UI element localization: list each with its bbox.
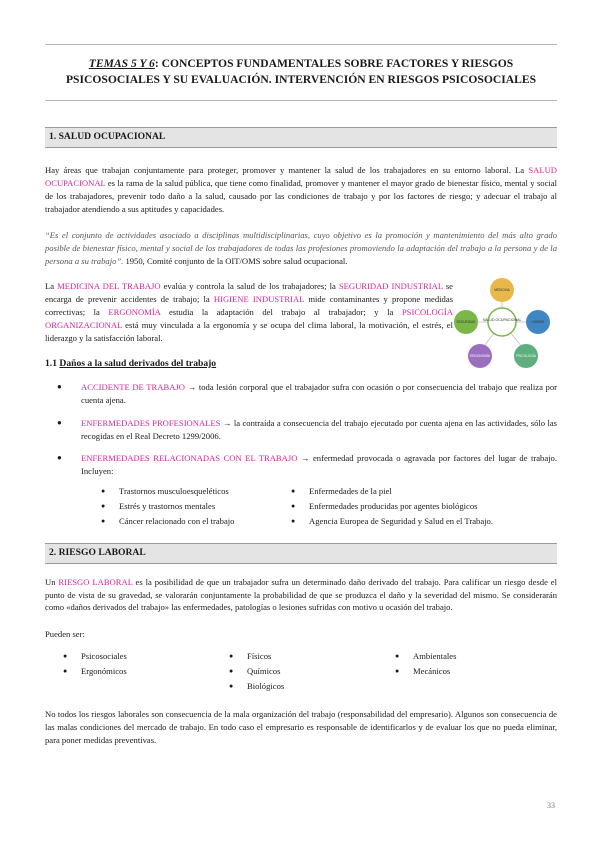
highlight-salud-ocupacional: SALUD OCUPACIONAL xyxy=(45,164,557,188)
quote-source: 1950, Comité conjunto de la OIT/OMS sobre salud ocupacional. xyxy=(123,256,348,267)
text-fragment: se encarga de prevenir accidentes de trabajo; la xyxy=(45,281,453,304)
risk-types-columns xyxy=(45,649,557,694)
subsection-number: 1.1 xyxy=(45,357,60,369)
list-item-relacionadas xyxy=(81,452,557,478)
term: ACCIDENTE DE TRABAJO xyxy=(81,381,185,392)
section-heading-salud: 1. SALUD OCUPACIONAL xyxy=(45,127,557,147)
diagram-label-bottom-left: ERGONOMÍA xyxy=(470,354,490,358)
list-item: ● Cáncer relacionado con el trabajo xyxy=(97,514,287,529)
text-fragment: está muy vinculada a la ergonomía y se ocupa del clima laboral, la motivación, el estrés, el liderazgo y la satisfacción laboral. xyxy=(45,319,453,343)
includes-left xyxy=(97,484,287,529)
section-heading-riesgo: 2. RIESGO LABORAL xyxy=(45,543,557,563)
text-fragment: es la posibilidad de que un trabajador sufra un determinado daño derivado del trabajo. Para calificar un riesgo desde el punto de vista de su gravedad, se valorarán conjuntamente la probabilidad de que se produzca el daño y la severidad del mismo. Se considerarán como «daños derivados del trabajo» las enfermedades, patologías o lesiones sufridas con motivo u ocasión del trabajo. xyxy=(45,576,558,613)
list-item: ● Trastornos musculoesqueléticos xyxy=(97,484,287,499)
highlight-psicologia: PSICOLOGÍA ORGANIZACIONAL xyxy=(45,306,453,330)
title-lead: TEMAS 5 Y 6 xyxy=(88,57,155,70)
list-item: ● Agencia Europea de Seguridad y Salud en el Trabajo. xyxy=(287,514,557,529)
arrow: → xyxy=(220,417,234,428)
subsection-title: Daños a la salud derivados del trabajo xyxy=(59,357,217,369)
list-item: ● Físicos xyxy=(225,649,391,664)
list-item: ● Estrés y trastornos mentales xyxy=(97,499,287,514)
text-fragment: evalúa y controla la salud de los trabajadores; la xyxy=(160,281,339,292)
title-rule xyxy=(45,100,557,101)
includes-columns xyxy=(45,484,557,529)
definition: enfermedad provocada o agravada por factores del lugar de trabajo. Incluyen: xyxy=(81,453,557,477)
highlight-riesgo-laboral: RIESGO LABORAL xyxy=(58,576,133,587)
risk-col-3 xyxy=(391,649,557,694)
highlight-medicina: MEDICINA DEL TRABAJO xyxy=(57,281,161,292)
risk-col-1 xyxy=(59,649,225,694)
paragraph-salud-intro xyxy=(45,164,557,216)
diagram-label-right: HIGIENE xyxy=(531,320,545,324)
text-fragment: mide contaminantes y propone medidas correctivas; la xyxy=(45,293,453,317)
definition: la contraída a consecuencia del trabajo ejecutado por cuenta ajena en las actividades, sólo las recogidas en el Real Decreto 1299/2006. xyxy=(81,417,558,441)
diagram-center-label: SALUD OCUPACIONAL xyxy=(482,318,522,322)
term: ENFERMEDADES RELACIONADAS CON EL TRABAJO xyxy=(81,453,298,464)
list-item: ● Enfermedades producidas por agentes biológicos xyxy=(287,499,557,514)
pueden-ser-label: Pueden ser: xyxy=(45,629,85,640)
list-item-profesionales xyxy=(81,417,557,443)
diagram-label-top: MEDICINA xyxy=(494,288,510,292)
damage-list xyxy=(45,381,557,478)
list-item: ● Enfermedades de la piel xyxy=(287,484,557,499)
highlight-seguridad: SEGURIDAD INDUSTRIAL xyxy=(338,281,443,292)
list-item: ● Químicos xyxy=(225,664,391,679)
text-fragment: La xyxy=(45,281,58,292)
list-item: ● Ergonómicos xyxy=(59,664,225,679)
list-item: ● Psicosociales xyxy=(59,649,225,664)
paragraph-disciplines xyxy=(45,280,453,344)
paragraph-riesgo xyxy=(45,576,557,615)
risk-col-2 xyxy=(225,649,391,694)
list-item: ● Mecánicos xyxy=(391,664,557,679)
definition: toda lesión corporal que el trabajador sufra con ocasión o por consecuencia del trabajo que realiza por cuenta ajena. xyxy=(81,381,557,405)
text-fragment: estudia la adaptación del trabajo al trabajador; y la xyxy=(160,306,402,317)
highlight-ergonomia: ERGONOMÍA xyxy=(108,306,161,317)
document-title xyxy=(45,45,557,100)
quote-text: “Es el conjunto de actividades asociado a disciplinas multidisciplinarias, cuyo objetivo es la promoción y mantenimiento del más alto grado posible de bienestar físico, mental y social de los trabajadores de todas las profesiones promoviendo la adaptación del trabajo a la persona y de la persona a su trabajo”. xyxy=(45,230,557,267)
text-fragment: Un xyxy=(45,576,59,587)
list-item: ● Biológicos xyxy=(225,679,391,694)
text-fragment: Hay áreas que trabajan conjuntamente para proteger, promover y mantener la salud de los trabajadores en su entorno laboral. La xyxy=(45,164,529,175)
diagram-label-left: SEGURIDAD xyxy=(456,320,476,324)
arrow: → xyxy=(297,453,313,464)
title-rest: : CONCEPTOS FUNDAMENTALES SOBRE FACTORES Y RIESGOS PSICOSOCIALES Y SU EVALUACIÓN. INTERVENCIÓN EN RIESGOS PSICOSOCIALES xyxy=(65,57,537,87)
term: ENFERMEDADES PROFESIONALES xyxy=(81,417,221,428)
page-number: 33 xyxy=(547,801,555,810)
list-item: ● Ambientales xyxy=(391,649,557,664)
includes-right xyxy=(287,484,557,529)
document-page xyxy=(45,44,557,747)
text-fragment: es la rama de la salud pública, que tiene como finalidad, promover y mantener el mayor grado de bienestar físico, mental y social de los trabajadores, prevenir todo daño a la salud, causado por las condiciones de trabajo y por los factores de riesgo; y adecuar el trabajo al trabajador atendiendo a sus aptitudes y capacidades. xyxy=(45,177,557,214)
paragraph-responsabilidad: No todos los riesgos laborales son consecuencia de la mala organización del trabajo (responsabilidad del empresario). Algunos son consecuencia de las malas condiciones del mercado de trabajo. En todo caso el empresario es responsable de identificarlos y de evaluar los que no pueda eliminar, para poner medidas preventivas. xyxy=(45,709,557,745)
paragraph-quote xyxy=(45,229,557,268)
salud-ocupacional-diagram xyxy=(452,276,552,370)
highlight-higiene: HIGIENE INDUSTRIAL xyxy=(213,293,305,304)
diagram-label-bottom-right: PSICOLOGÍA xyxy=(516,354,536,358)
list-item-accidente xyxy=(81,381,557,407)
diagram-center-node xyxy=(488,308,516,336)
arrow: → xyxy=(184,381,199,392)
